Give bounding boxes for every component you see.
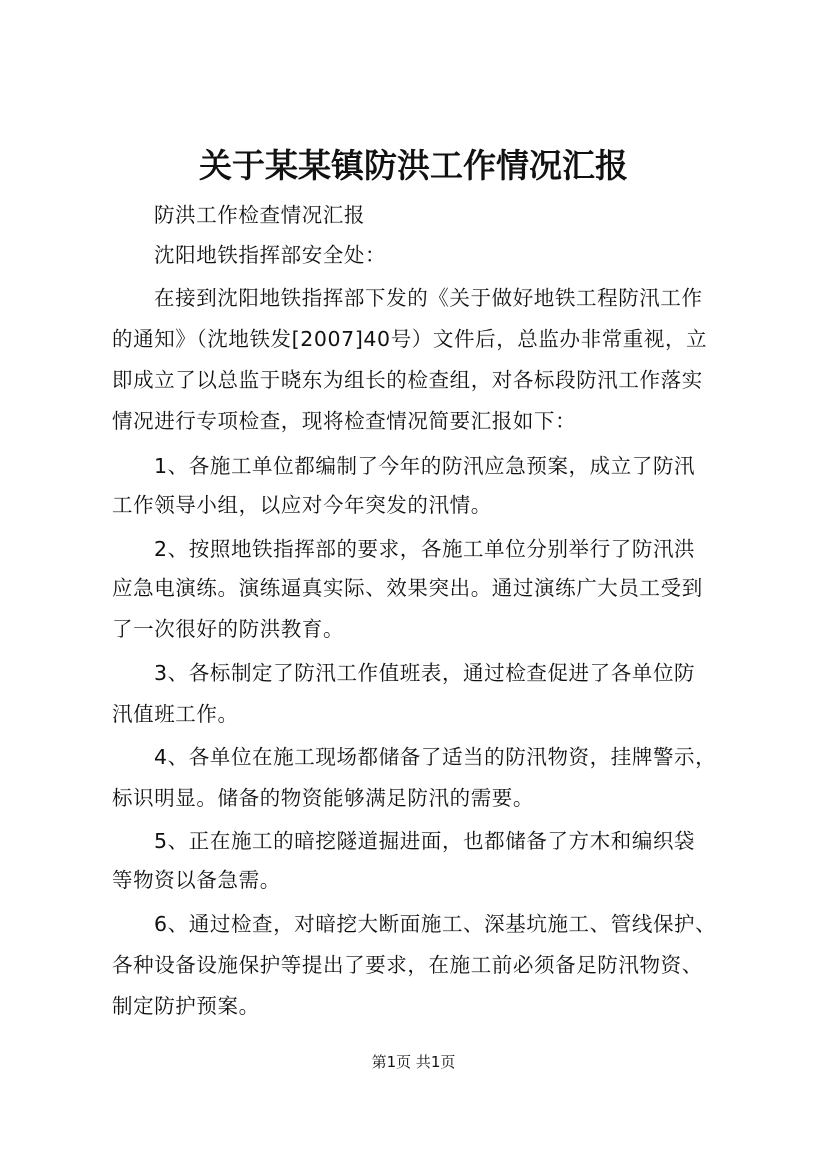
text-line: 2、按照地铁指挥部的要求，各施工单位分别举行了防汛洪 — [154, 537, 696, 561]
text-line: 等物资以备急需。 — [112, 868, 281, 892]
text-line: 3、各标制定了防汛工作值班表，通过检查促进了各单位防 — [154, 661, 696, 685]
text-line: 了一次很好的防洪教育。 — [112, 617, 345, 641]
text-line: 工作领导小组，以应对今年突发的汛情。 — [112, 493, 492, 517]
document-title: 关于某某镇防洪工作情况汇报 — [199, 146, 628, 185]
text-line: 在接到沈阳地铁指挥部下发的《关于做好地铁工程防汛工作 — [154, 286, 703, 310]
text-line: 防洪工作检查情况汇报 — [154, 203, 365, 227]
text-line: 4、各单位在施工现场都储备了适当的防汛物资，挂牌警示， — [154, 745, 717, 769]
text-line: 沈阳地铁指挥部安全处： — [154, 243, 387, 267]
text-line: 各种设备设施保护等提出了要求，在施工前必须备足防汛物资、 — [112, 953, 703, 977]
text-line: 1、各施工单位都编制了今年的防汛应急预案，成立了防汛 — [154, 454, 696, 478]
text-line: 应急电演练。演练逼真实际、效果突出。通过演练广大员工受到 — [112, 576, 703, 600]
text-line: 的通知》（沈地铁发[2007]40号）文件后，总监办非常重视，立 — [112, 327, 708, 351]
text-line: 情况进行专项检查，现将检查情况简要汇报如下： — [112, 409, 577, 433]
page-footer: 第1页 共1页 — [371, 1053, 456, 1071]
text-line: 5、正在施工的暗挖隧道掘进面，也都储备了方木和编织袋 — [154, 829, 696, 853]
text-line: 标识明显。储备的物资能够满足防汛的需要。 — [112, 786, 534, 810]
text-line: 汛值班工作。 — [112, 702, 239, 726]
text-line: 6、通过检查，对暗挖大断面施工、深基坑施工、管线保护、 — [154, 912, 717, 936]
text-line: 制定防护预案。 — [112, 994, 260, 1018]
text-line: 即成立了以总监于晓东为组长的检查组，对各标段防汛工作落实 — [112, 368, 703, 392]
